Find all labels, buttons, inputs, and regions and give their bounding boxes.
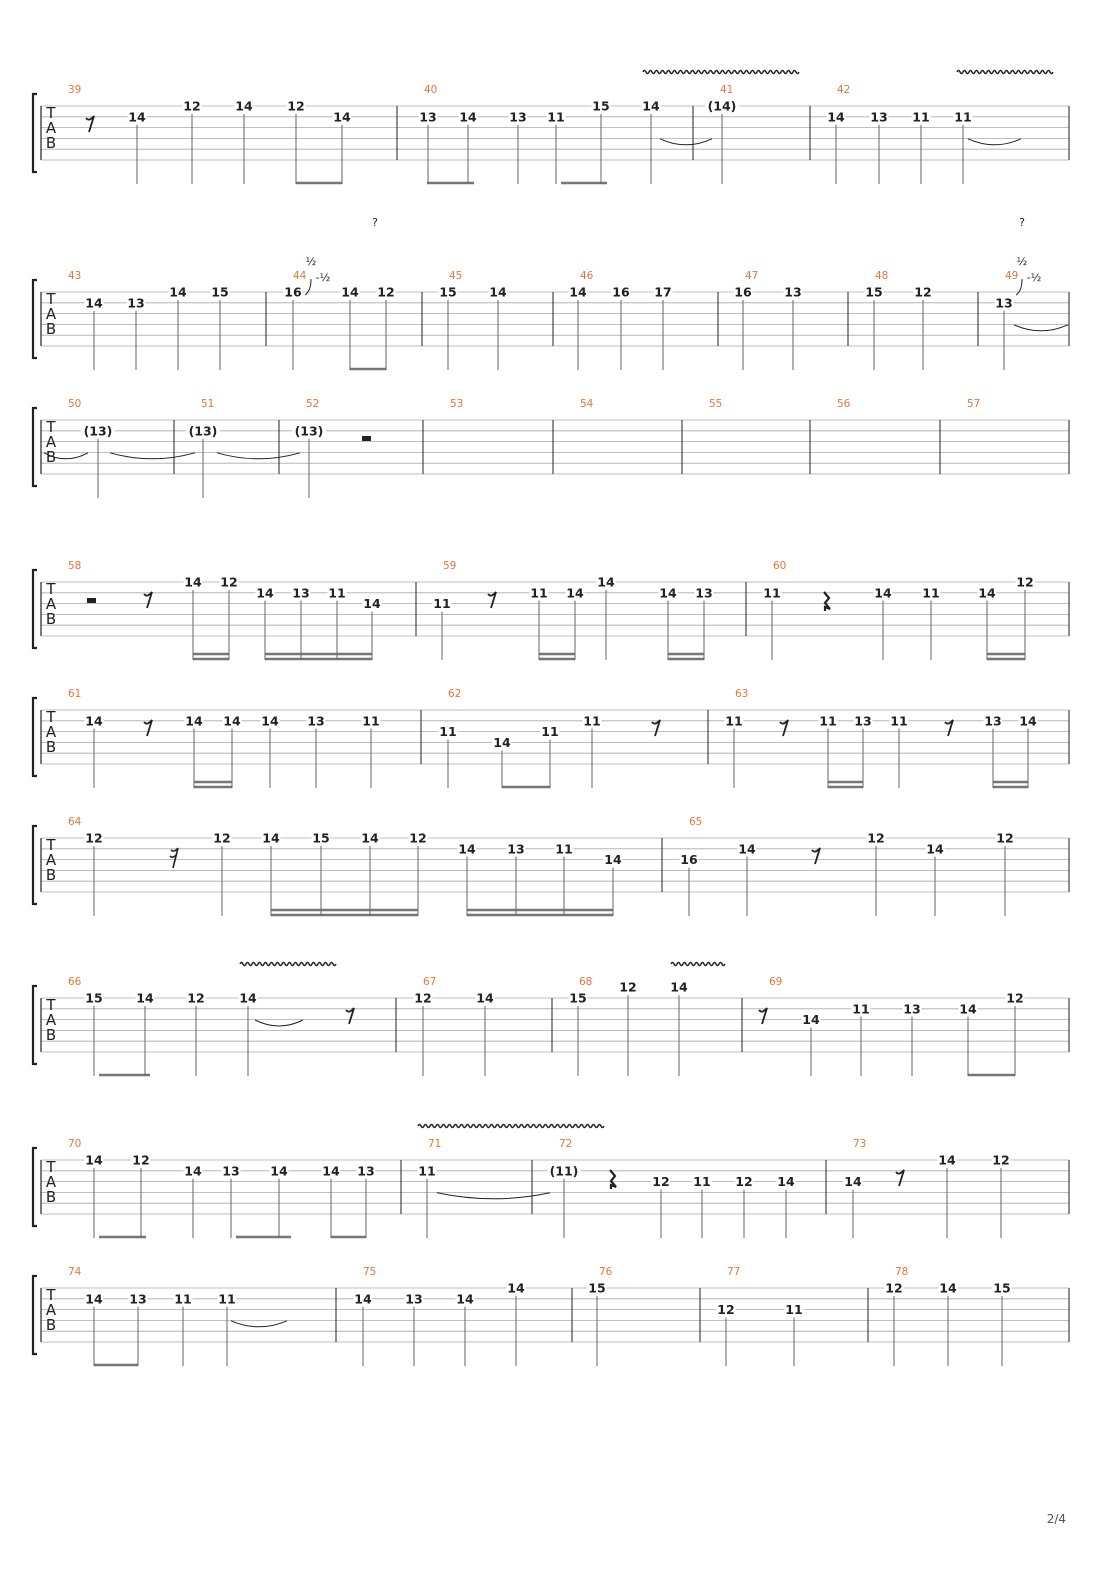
tab-clef-letter-a: A (45, 723, 57, 741)
tie-arc (968, 139, 1021, 145)
eighth-rest (86, 116, 94, 132)
tab-clef-letter-a: A (45, 1301, 57, 1319)
tab-clef-letter-a: A (45, 1011, 57, 1029)
fret-number: 12 (717, 1302, 735, 1318)
fret-number: 12 (183, 98, 201, 114)
fret-number: 11 (433, 596, 451, 612)
tab-clef-letter-b: B (45, 1188, 57, 1206)
fret-number: 13 (903, 1001, 921, 1017)
fret-number: 12 (885, 1280, 903, 1296)
annotation-marker: ? (1019, 216, 1025, 229)
fret-number: 14 (476, 990, 494, 1006)
measure-number: 39 (68, 84, 82, 96)
fret-number: 13 (307, 713, 325, 729)
fret-number: 13 (127, 295, 145, 311)
fret-number: 12 (996, 830, 1014, 846)
half-rest (87, 598, 96, 603)
measure-number: 54 (580, 398, 594, 410)
tab-clef-letter-b: B (45, 320, 57, 338)
tie-arc (660, 139, 712, 145)
measure-number: 74 (68, 1266, 82, 1278)
fret-number: 13 (995, 295, 1013, 311)
eighth-rest (144, 720, 152, 736)
measure-number: 60 (773, 560, 787, 572)
fret-number: 16 (680, 852, 698, 868)
fret-number: 14 (333, 109, 351, 125)
fret-number: 14 (270, 1163, 288, 1179)
staff-system (33, 963, 1069, 1077)
fret-number: (11) (549, 1163, 579, 1179)
measure-number: 73 (853, 1138, 867, 1150)
fret-number: 14 (322, 1163, 340, 1179)
fret-number: 11 (763, 585, 781, 601)
fret-number: 15 (211, 284, 229, 300)
fret-number: 14 (184, 1163, 202, 1179)
measure-number: 70 (68, 1138, 82, 1150)
fret-number: 12 (914, 284, 932, 300)
fret-number: 13 (419, 109, 437, 125)
tab-clef-letter-a: A (45, 595, 57, 613)
fret-number: 14 (136, 990, 154, 1006)
tab-clef-letter-t: T (46, 1158, 56, 1176)
fret-number: 14 (354, 1291, 372, 1307)
eighth-rest (780, 720, 788, 736)
fret-number: 14 (262, 830, 280, 846)
tab-clef-letter-t: T (46, 290, 56, 308)
page-number: 2/4 (1046, 1512, 1066, 1526)
measure-number: 55 (709, 398, 723, 410)
vibrato-mark (957, 71, 1053, 74)
measure-number: 50 (68, 398, 82, 410)
fret-number: 12 (414, 990, 432, 1006)
fret-number: 14 (844, 1174, 862, 1190)
fret-number: 12 (377, 284, 395, 300)
fret-number: 14 (85, 1291, 103, 1307)
fret-number: 14 (456, 1291, 474, 1307)
measure-number: 57 (967, 398, 981, 410)
fret-number: 14 (1019, 713, 1037, 729)
vibrato-mark (671, 963, 725, 966)
fret-number: 13 (357, 1163, 375, 1179)
fret-number: 16 (284, 284, 302, 300)
fret-number: 14 (777, 1174, 795, 1190)
fret-number: 14 (938, 1152, 956, 1168)
tab-clef-letter-t: T (46, 104, 56, 122)
vibrato-mark (240, 963, 336, 966)
tab-clef-letter-b: B (45, 610, 57, 628)
fret-number: 13 (784, 284, 802, 300)
fret-number: 15 (592, 98, 610, 114)
fret-number: 14 (459, 109, 477, 125)
eighth-rest (812, 848, 820, 864)
fret-number: 14 (489, 284, 507, 300)
vibrato-mark (418, 1125, 604, 1128)
bend-amount: ½ (305, 255, 317, 268)
fret-number: 11 (852, 1001, 870, 1017)
fret-number: 13 (507, 841, 525, 857)
measure-number: 76 (599, 1266, 613, 1278)
staff-system (33, 688, 1069, 788)
fret-number: 14 (569, 284, 587, 300)
measure-number: 75 (363, 1266, 377, 1278)
fret-number: 14 (493, 734, 511, 750)
fret-number: 11 (530, 585, 548, 601)
fret-number: 15 (588, 1280, 606, 1296)
measure-number: 45 (449, 270, 463, 282)
measure-number: 62 (448, 688, 462, 700)
fret-number: 12 (652, 1174, 670, 1190)
fret-number: 14 (261, 713, 279, 729)
fret-number: 15 (85, 990, 103, 1006)
measure-number: 58 (68, 560, 82, 572)
measure-number: 49 (1005, 270, 1019, 282)
fret-number: 12 (132, 1152, 150, 1168)
quarter-rest (824, 592, 830, 611)
fret-number: 14 (827, 109, 845, 125)
fret-number: 14 (169, 284, 187, 300)
measure-number: 65 (689, 816, 703, 828)
staff-bracket (33, 570, 37, 648)
tab-clef-letter-b: B (45, 1026, 57, 1044)
release-amount: -½ (315, 271, 331, 284)
fret-number: 13 (222, 1163, 240, 1179)
tab-clef-letter-t: T (46, 708, 56, 726)
measure-number: 72 (559, 1138, 573, 1150)
annotation-marker: ? (372, 216, 378, 229)
measure-number: 47 (745, 270, 759, 282)
fret-number: 12 (992, 1152, 1010, 1168)
fret-number: 14 (239, 990, 257, 1006)
staff-bracket (33, 1276, 37, 1354)
fret-number: 12 (619, 979, 637, 995)
fret-number: 14 (361, 830, 379, 846)
eighth-rest (652, 720, 660, 736)
tab-clef-letter-b: B (45, 738, 57, 756)
fret-number: 13 (854, 713, 872, 729)
measure-number: 48 (875, 270, 889, 282)
tie-arc (1014, 325, 1068, 331)
tie-arc (231, 1321, 287, 1327)
eighth-rest (488, 592, 496, 608)
fret-number: 12 (220, 574, 238, 590)
staff-system (33, 1125, 1069, 1239)
fret-number: 14 (85, 295, 103, 311)
fret-number: 11 (541, 724, 559, 740)
fret-number: 11 (328, 585, 346, 601)
vibrato-mark (643, 71, 799, 74)
staff-system (33, 398, 1069, 498)
eighth-rest (759, 1008, 767, 1024)
fret-number: 12 (735, 1174, 753, 1190)
sixteenth-rest (170, 848, 178, 868)
measure-number: 63 (735, 688, 749, 700)
measure-number: 68 (579, 976, 593, 988)
fret-number: 11 (362, 713, 380, 729)
fret-number: 13 (695, 585, 713, 601)
fret-number: 11 (725, 713, 743, 729)
tab-clef-letter-t: T (46, 1286, 56, 1304)
staff-system (33, 560, 1069, 660)
fret-number: 11 (583, 713, 601, 729)
fret-number: 11 (954, 109, 972, 125)
measure-number: 66 (68, 976, 82, 988)
eighth-rest (346, 1008, 354, 1024)
measure-number: 40 (424, 84, 438, 96)
fret-number: 11 (922, 585, 940, 601)
fret-number: 17 (654, 284, 672, 300)
fret-number: 14 (184, 574, 202, 590)
tab-clef-letter-t: T (46, 580, 56, 598)
fret-number: 11 (819, 713, 837, 729)
fret-number: 14 (185, 713, 203, 729)
measure-number: 53 (450, 398, 464, 410)
measure-number: 61 (68, 688, 82, 700)
fret-number: 15 (569, 990, 587, 1006)
fret-number: (14) (707, 98, 737, 114)
tab-clef-letter-a: A (45, 305, 57, 323)
staff-system (33, 1266, 1069, 1366)
measure-number: 52 (306, 398, 320, 410)
eighth-rest (144, 592, 152, 608)
tab-clef-letter-t: T (46, 418, 56, 436)
fret-number: 12 (287, 98, 305, 114)
staff-bracket (33, 826, 37, 904)
fret-number: 11 (693, 1174, 711, 1190)
fret-number: 11 (912, 109, 930, 125)
release-amount: -½ (1026, 271, 1042, 284)
fret-number: 13 (292, 585, 310, 601)
fret-number: 14 (85, 713, 103, 729)
fret-number: 15 (439, 284, 457, 300)
half-rest (362, 436, 371, 441)
fret-number: 11 (418, 1163, 436, 1179)
fret-number: (13) (294, 423, 324, 439)
fret-number: 14 (235, 98, 253, 114)
tie-arc (437, 1193, 550, 1199)
staff-bracket (33, 94, 37, 172)
measure-number: 46 (580, 270, 594, 282)
fret-number: 11 (218, 1291, 236, 1307)
fret-number: (13) (83, 423, 113, 439)
measure-number: 43 (68, 270, 82, 282)
tab-clef-letter-t: T (46, 836, 56, 854)
fret-number: 14 (256, 585, 274, 601)
tab-clef-letter-a: A (45, 433, 57, 451)
bend-amount: ½ (1016, 255, 1028, 268)
tab-clef-letter-a: A (45, 119, 57, 137)
fret-number: 12 (85, 830, 103, 846)
staff-bracket (33, 986, 37, 1064)
fret-number: 14 (128, 109, 146, 125)
tie-arc (110, 453, 195, 459)
staff-system (33, 216, 1069, 370)
measure-number: 69 (769, 976, 783, 988)
tab-clef-letter-b: B (45, 1316, 57, 1334)
measure-number: 59 (443, 560, 457, 572)
fret-number: 14 (223, 713, 241, 729)
fret-number: 14 (341, 284, 359, 300)
tie-arc (217, 453, 300, 459)
fret-number: 14 (978, 585, 996, 601)
fret-number: 11 (785, 1302, 803, 1318)
staff-system (33, 816, 1069, 916)
fret-number: 13 (129, 1291, 147, 1307)
fret-number: 14 (85, 1152, 103, 1168)
fret-number: 11 (890, 713, 908, 729)
fret-number: 13 (984, 713, 1002, 729)
measure-number: 78 (895, 1266, 909, 1278)
fret-number: 14 (604, 852, 622, 868)
fret-number: 14 (959, 1001, 977, 1017)
eighth-rest (945, 720, 953, 736)
fret-number: 11 (547, 109, 565, 125)
fret-number: 14 (738, 841, 756, 857)
eighth-rest (896, 1170, 904, 1186)
fret-number: 12 (409, 830, 427, 846)
staff-bracket (33, 1148, 37, 1226)
measure-number: 44 (293, 270, 307, 282)
measure-number: 71 (428, 1138, 442, 1150)
tab-clef-letter-t: T (46, 996, 56, 1014)
fret-number: 12 (1016, 574, 1034, 590)
fret-number: 15 (993, 1280, 1011, 1296)
staff-system (33, 71, 1069, 185)
fret-number: 14 (642, 98, 660, 114)
tie-arc (255, 1020, 303, 1026)
measure-number: 56 (837, 398, 851, 410)
fret-number: 12 (867, 830, 885, 846)
fret-number: 13 (405, 1291, 423, 1307)
tab-clef-letter-a: A (45, 1173, 57, 1191)
fret-number: 14 (874, 585, 892, 601)
fret-number: 12 (1006, 990, 1024, 1006)
fret-number: 16 (612, 284, 630, 300)
fret-number: 14 (670, 979, 688, 995)
fret-number: 14 (926, 841, 944, 857)
fret-number: 14 (659, 585, 677, 601)
staff-bracket (33, 698, 37, 776)
fret-number: (13) (188, 423, 218, 439)
fret-number: 14 (939, 1280, 957, 1296)
fret-number: 15 (312, 830, 330, 846)
tab-clef-letter-b: B (45, 866, 57, 884)
fret-number: 14 (597, 574, 615, 590)
measure-number: 41 (720, 84, 734, 96)
staff-bracket (33, 408, 37, 486)
measure-number: 51 (201, 398, 215, 410)
fret-number: 12 (213, 830, 231, 846)
fret-number: 12 (187, 990, 205, 1006)
fret-number: 13 (509, 109, 527, 125)
fret-number: 14 (458, 841, 476, 857)
measure-number: 42 (837, 84, 851, 96)
staff-bracket (33, 280, 37, 358)
fret-number: 13 (870, 109, 888, 125)
fret-number: 15 (865, 284, 883, 300)
fret-number: 11 (174, 1291, 192, 1307)
quarter-rest (610, 1170, 616, 1189)
fret-number: 14 (507, 1280, 525, 1296)
fret-number: 14 (566, 585, 584, 601)
fret-number: 14 (363, 596, 381, 612)
fret-number: 11 (439, 724, 457, 740)
fret-number: 11 (555, 841, 573, 857)
tab-clef-letter-b: B (45, 134, 57, 152)
fret-number: 16 (734, 284, 752, 300)
tab-clef-letter-a: A (45, 851, 57, 869)
measure-number: 67 (423, 976, 437, 988)
measure-number: 64 (68, 816, 82, 828)
measure-number: 77 (727, 1266, 741, 1278)
fret-number: 14 (802, 1012, 820, 1028)
tab-clef-letter-b: B (45, 448, 57, 466)
